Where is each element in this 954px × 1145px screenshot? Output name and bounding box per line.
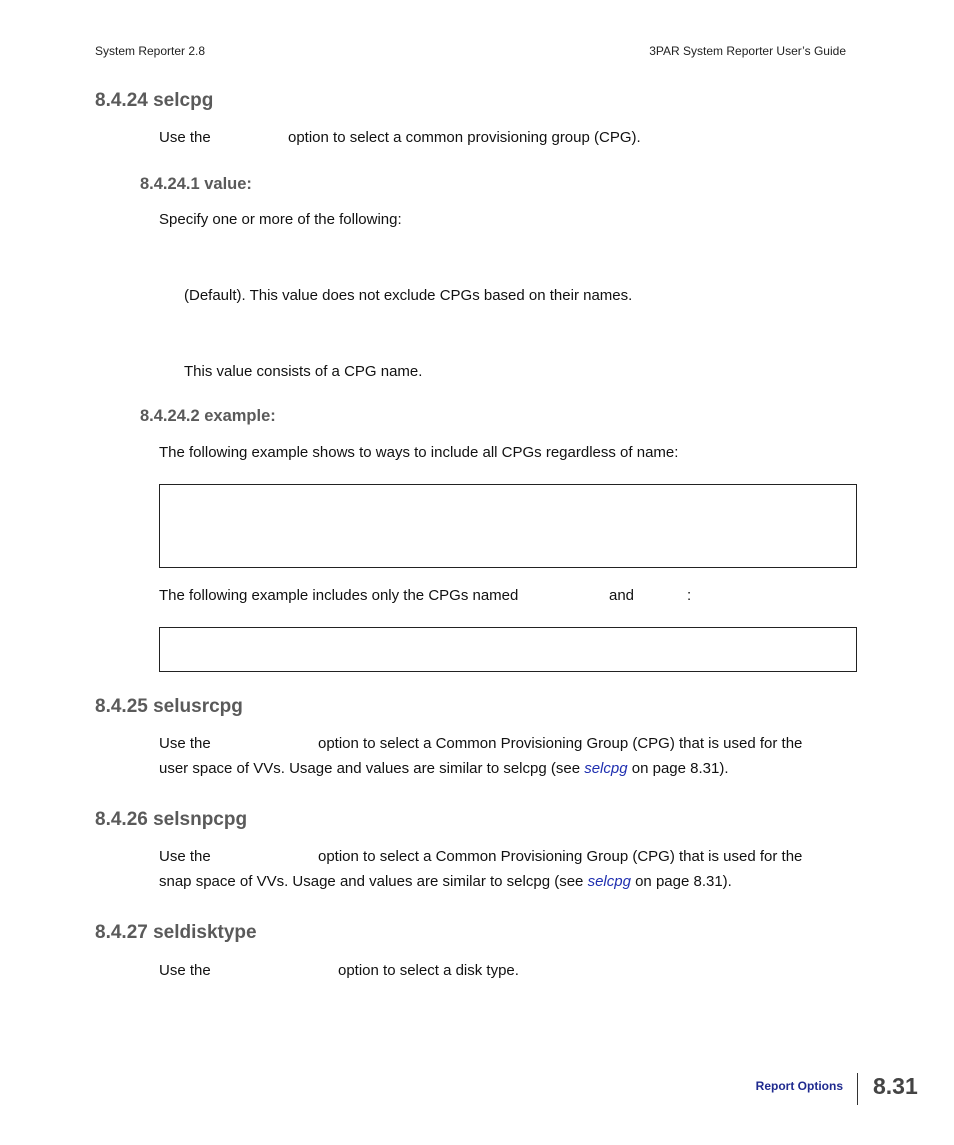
example2-text-a: The following example includes only the CPGs named [159,587,519,604]
selsnpcpg-text-b: option to select a Common Provisioning Group (CPG) that is used for the [318,848,803,865]
subheading-example: 8.4.24.2 example: [140,407,276,425]
section-heading-selusrcpg: 8.4.25 selusrcpg [95,696,243,717]
footer-section-label: Report Options [755,1079,843,1093]
selusrcpg-line2-b: on page 8.31). [631,760,729,777]
selusrcpg-line2-a: user space of VVs. Usage and values are similar to selcpg (see [159,760,581,777]
selcpg-text-a: Use the [159,129,211,146]
seldisktype-text-b: option to select a disk type. [338,962,519,979]
example2-text-c: : [687,587,692,604]
code-box-1 [159,484,857,568]
code-box-2 [159,627,857,672]
selcpg-text-b: option to select a common provisioning group (CPG). [288,129,641,146]
value-name-desc: This value consists of a CPG name. [184,363,423,380]
section-heading-selsnpcpg: 8.4.26 selsnpcpg [95,809,248,830]
selusrcpg-text-a: Use the [159,735,211,752]
section-heading-seldisktype: 8.4.27 seldisktype [95,922,257,943]
selcpg-link[interactable]: selcpg [584,760,628,777]
selcpg-link[interactable]: selcpg [587,873,631,890]
example-intro: The following example shows to ways to include all CPGs regardless of name: [159,444,679,461]
value-default-desc: (Default). This value does not exclude CPGs based on their names. [184,287,633,304]
page-number: 8.31 [873,1073,918,1099]
selusrcpg-text-b: option to select a Common Provisioning Group (CPG) that is used for the [318,735,803,752]
value-intro: Specify one or more of the following: [159,211,402,228]
selsnpcpg-line2-a: snap space of VVs. Usage and values are similar to selcpg (see [159,873,584,890]
example2-text-b: and [609,587,635,604]
section-heading-selcpg: 8.4.24 selcpg [95,90,214,111]
selusrcpg-line2 [159,760,729,777]
selsnpcpg-line2-b: on page 8.31). [635,873,732,890]
selsnpcpg-text-a: Use the [159,848,211,865]
running-header-right: 3PAR System Reporter User’s Guide [649,44,846,58]
selsnpcpg-line2 [159,873,732,890]
running-header-left: System Reporter 2.8 [95,44,206,58]
footer-divider [857,1073,858,1105]
seldisktype-text-a: Use the [159,962,211,979]
subheading-value: 8.4.24.1 value: [140,175,252,193]
